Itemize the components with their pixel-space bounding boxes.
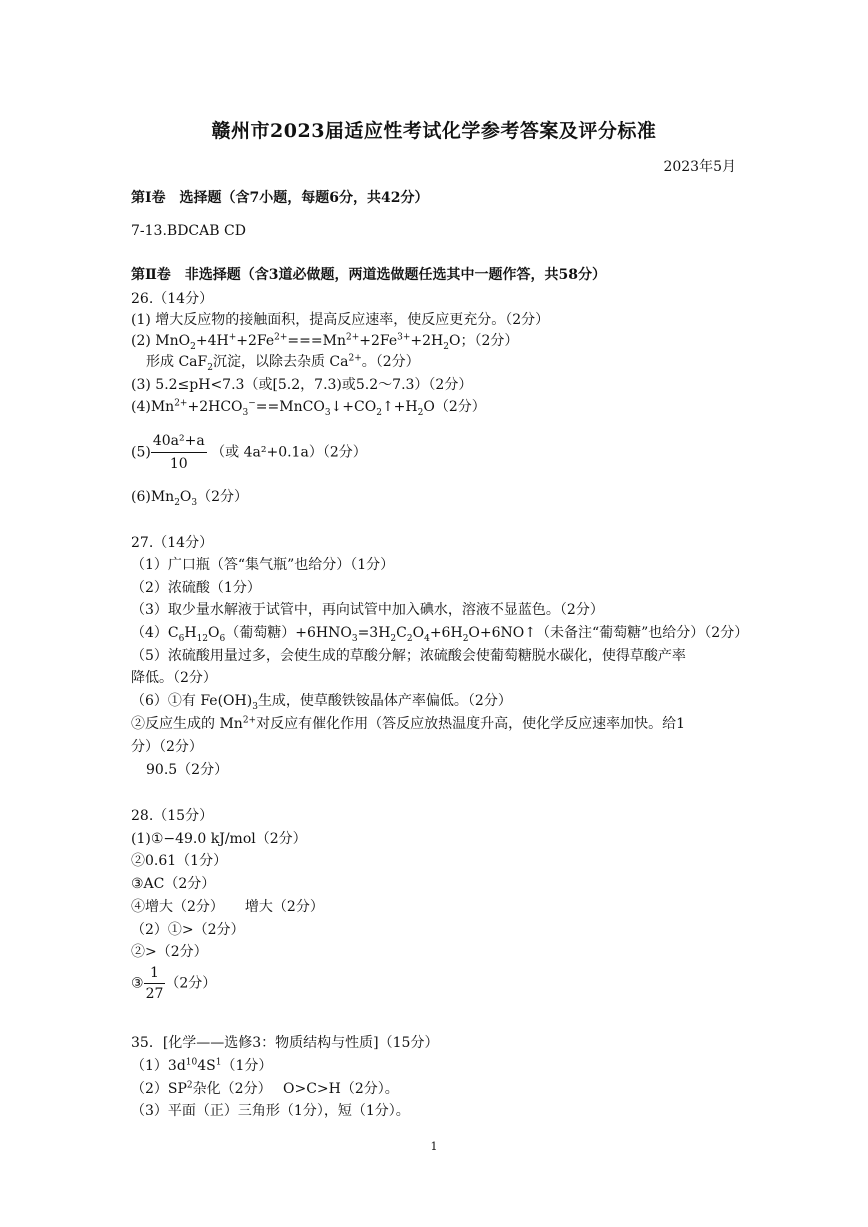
- q28-line-6: ②>（2分）: [131, 944, 208, 960]
- q27-line-1: （1）广口瓶（答“集气瓶”也给分）（1分）: [131, 557, 395, 573]
- q27-line-7: （6）①有 $Fe(OH)_3$生成，使草酸铁铵晶体产率偏低。（2分）: [131, 693, 512, 712]
- q27-line-5: （5）浓硫酸用量过多，会使生成的草酸分解；浓硫酸会使葡萄糖脱水碳化，使得草酸产率: [131, 648, 686, 664]
- q26-line-6-formula: (5) $\frac{\text{40a²+a}}{10}$ （或 4a²+0.1a）（2分）: [131, 430, 367, 475]
- q26-line-7: $(6)Mn_2O_3(2$分）: [131, 489, 249, 508]
- q35-heading: 35．[化学——选修3：物质结构与性质]（15分）: [131, 1035, 439, 1051]
- q26-heading: 26.（14分）: [131, 291, 214, 307]
- q28-line-1: (1)①−49.0 kJ/mol（2分）: [131, 831, 307, 847]
- q26-line-5: $(4)Mn^{2+}+2HCO_3^-==MnCO_3↓+CO_2↑+H_2O(2$分）: [131, 398, 486, 418]
- q26-line-3: 形成 CaF$_2$沉淀，以除去杂质 $Ca^{2+}$。（2分）: [146, 353, 420, 373]
- q27-line-8: ②反应生成的 $Mn^{2+}$对反应有催化作用（答反应放热温度升高，使化学反应速率加快。给1: [131, 715, 685, 732]
- q26-line-4: (3) 5.2≤pH<7.3（或[5.2，7.3)或5.2〜7.3）（2分）: [131, 377, 473, 393]
- q27-line-4: $(4)C_6H_{12}O_6$（葡萄糖）$+6HNO_3=3H_2C_2O_4+6H_2O+6NO↑$（未备注“葡萄糖”也给分）（2分）: [131, 625, 749, 644]
- q27-line-3: （3）取少量水解液于试管中，再向试管中加入碘水，溶液不显蓝色。（2分）: [131, 602, 604, 618]
- q28-line-3: ③AC（2分）: [131, 876, 216, 892]
- q27-line-2: （2）浓硫酸（1分）: [131, 580, 261, 596]
- fraction: $\frac{\text{40a²+a}}{10}$: [151, 430, 207, 475]
- page-number: 1: [430, 1140, 438, 1153]
- q35-line-3: （3）平面（正）三角形（1分），短（1分）。: [131, 1103, 410, 1119]
- q26-line-1: (1) 增大反应物的接触面积，提高反应速率，使反应更充分。（2分）: [131, 312, 550, 328]
- document-title: 赣州市2023届适应性考试化学参考答案及评分标准: [211, 120, 657, 142]
- section1-answers: 7-13.BDCAB CD: [131, 223, 246, 239]
- q28-line-2: ②0.61（1分）: [131, 853, 228, 869]
- q28-heading: 28.（15分）: [131, 808, 214, 824]
- fraction: $\frac{1}{27}$: [145, 965, 164, 1002]
- q26-line-2: (2) $MnO_2+4H^++2Fe^{2+}===Mn^{2+}+2Fe^{3+}+2H_2O$；（2分）: [131, 332, 519, 352]
- q27-line-6: 降低。（2分）: [131, 670, 217, 686]
- q27-heading: 27.（14分）: [131, 535, 214, 551]
- q27-line-10: 90.5（2分）: [146, 762, 229, 778]
- q28-line-7-formula: ③ $\frac{1}{27}$ （2分）: [131, 965, 217, 1002]
- document-date: 2023年5月: [663, 159, 736, 175]
- q28-line-4: ④增大（2分） 增大（2分）: [131, 899, 324, 915]
- q35-line-1: $(1)3d^{10}4S^1(1$分）: [131, 1057, 273, 1074]
- q35-line-2: $(2)SP^2$杂化（2分） O>C>H（2分）。: [131, 1080, 399, 1097]
- q27-line-9: 分）（2分）: [131, 739, 203, 755]
- q28-line-5: （2）①>（2分）: [131, 922, 245, 938]
- section2-heading: 第Ⅱ卷 非选择题（含3道必做题，两道选做题任选其中一题作答，共58分）: [131, 267, 607, 283]
- section1-heading: 第Ⅰ卷 选择题（含7小题，每题6分，共42分）: [131, 190, 429, 206]
